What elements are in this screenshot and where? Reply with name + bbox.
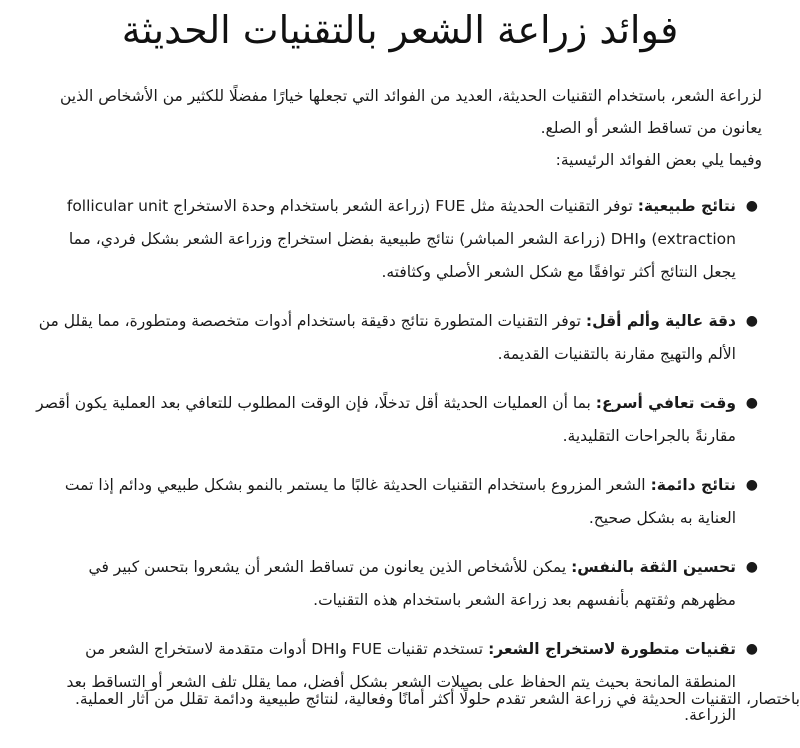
bullet-icon: ● xyxy=(745,477,758,493)
bullet-icon: ● xyxy=(745,313,758,329)
benefit-heading: نتائج دائمة: xyxy=(650,476,736,494)
intro-paragraph: لزراعة الشعر، باستخدام التقنيات الحديثة، العديد من الفوائد التي تجعلها خيارًا مفضلًا للكثير من الأشخاص الذين يعانون من تساقط الشعر أو الصلع. xyxy=(59,87,762,137)
bullet-icon: ● xyxy=(745,395,758,411)
bullet-icon: ● xyxy=(745,198,758,214)
benefit-text: توفر التقنيات المتطورة نتائج دقيقة باستخدام أدوات متخصصة ومتطورة، مما يقلل من الألم والتهيج مقارنة بالتقنيات القديمة. xyxy=(38,312,736,363)
benefit-item xyxy=(32,469,762,535)
benefit-heading: نتائج طبيعية: xyxy=(637,197,736,215)
benefit-item xyxy=(32,551,762,617)
benefit-heading: دقة عالية وألم أقل: xyxy=(585,312,736,330)
benefit-text: الشعر المزروع باستخدام التقنيات الحديثة غالبًا ما يستمر بالنمو بشكل طبيعي ودائم إذا تمت العناية به بشكل صحيح. xyxy=(64,476,736,527)
bullet-icon: ● xyxy=(745,641,758,657)
benefit-text: تستخدم تقنيات FUE وDHI أدوات متقدمة لاستخراج الشعر من المنطقة المانحة بحيث يتم الحفاظ على بصيلات الشعر بشكل أفضل، مما يقلل تلف الشعر أو التساقط بعد الزراعة. xyxy=(66,640,736,724)
benefit-heading: تقنيات متطورة لاستخراج الشعر: xyxy=(488,640,736,658)
benefit-item xyxy=(32,305,762,371)
benefit-heading: تحسين الثقة بالنفس: xyxy=(571,558,736,576)
benefit-item xyxy=(32,387,762,453)
benefit-text: بما أن العمليات الحديثة أقل تدخلًا، فإن الوقت المطلوب للتعافي بعد العملية يكون أقصر مقارنةً بالجراحات التقليدية. xyxy=(36,394,736,445)
benefit-item xyxy=(32,190,762,289)
page-title: فوائد زراعة الشعر بالتقنيات الحديثة xyxy=(121,8,679,52)
bullet-icon: ● xyxy=(745,559,758,575)
benefit-text: توفر التقنيات الحديثة مثل FUE (زراعة الشعر باستخدام وحدة الاستخراج follicular unit extraction) وDHI (زراعة الشعر المباشر) نتائج طبيعية بفضل استخراج وزراعة الشعر بشكل فردي، مما يجعل النتائج أكثر توافقًا مع شكل الشعر الأصلي وكثافته. xyxy=(66,197,736,281)
benefit-text: يمكن للأشخاص الذين يعانون من تساقط الشعر أن يشعروا بتحسن كبير في مظهرهم وثقتهم بأنفسهم بعد زراعة الشعر باستخدام هذه التقنيات. xyxy=(88,558,736,609)
conclusion: باختصار، التقنيات الحديثة في زراعة الشعر تقدم حلولًا أكثر أمانًا وفعالية، لنتائج طبيعية ودائمة تقلل من آثار العملية. xyxy=(74,690,800,708)
benefits-list xyxy=(32,190,762,748)
intro-lead: وفيما يلي بعض الفوائد الرئيسية: xyxy=(555,151,762,169)
intro xyxy=(22,80,762,176)
benefit-heading: وقت تعافي أسرع: xyxy=(595,394,736,412)
